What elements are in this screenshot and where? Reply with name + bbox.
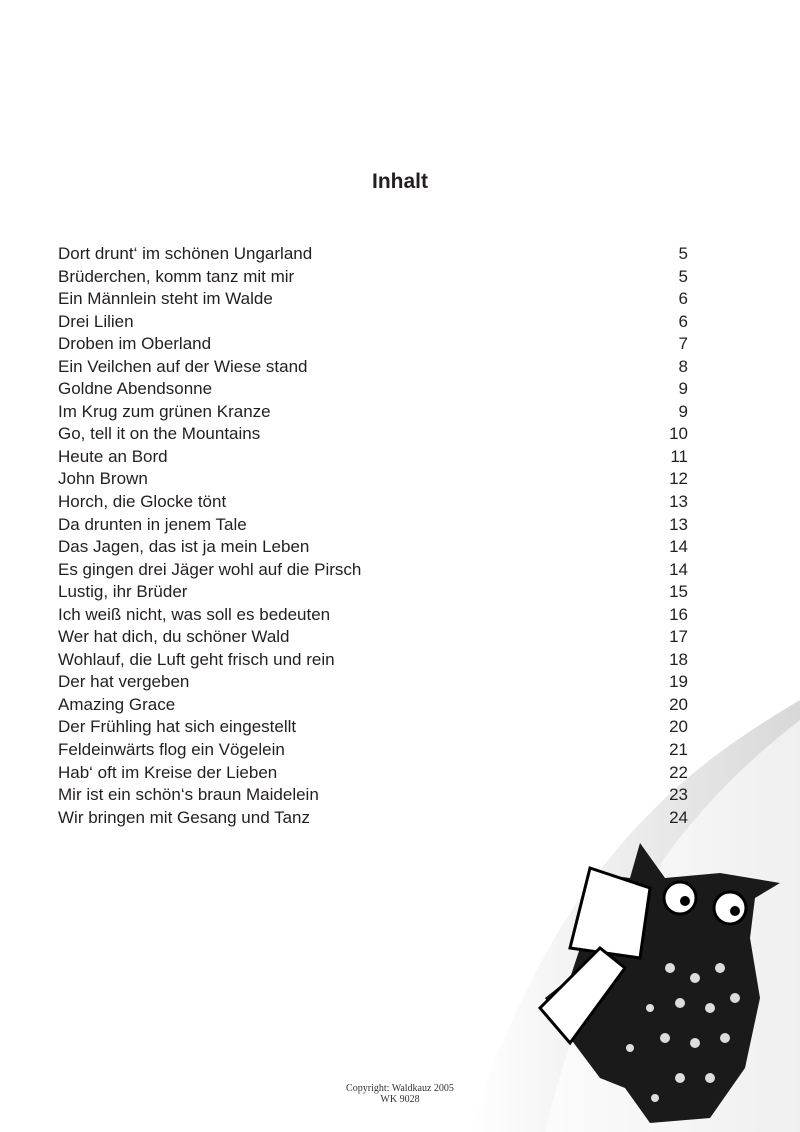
toc-entry — [58, 333, 688, 356]
toc-entry — [58, 739, 688, 762]
toc-entry-page: 13 — [669, 492, 688, 512]
toc-entry — [58, 378, 688, 401]
toc-entry — [58, 468, 688, 491]
toc-entry — [58, 784, 688, 807]
toc-entry-page: 14 — [669, 537, 688, 557]
toc-entry-page: 5 — [678, 266, 688, 286]
toc-entry-title: Wohlauf, die Luft geht frisch und rein — [58, 649, 335, 669]
toc-entry-title: Droben im Oberland — [58, 334, 212, 354]
toc-entry-page: 6 — [678, 311, 688, 331]
toc-entry-page: 20 — [669, 717, 688, 737]
toc-entry-title: Drei Lilien — [58, 311, 134, 331]
toc-entry — [58, 536, 688, 559]
toc-entry — [58, 423, 688, 446]
toc-entry-title: Ein Männlein steht im Walde — [58, 289, 273, 309]
toc-entry-page: 12 — [669, 469, 688, 489]
toc-entry-title: Da drunten in jenem Tale — [58, 514, 247, 534]
toc-entry-page: 16 — [669, 604, 688, 624]
toc-entry-page: 21 — [669, 740, 688, 760]
toc-entry — [58, 716, 688, 739]
toc-entry — [58, 446, 688, 469]
toc-entry-title: Brüderchen, komm tanz mit mir — [58, 266, 295, 286]
toc-entry — [58, 581, 688, 604]
toc-entry — [58, 626, 688, 649]
toc-entry — [58, 559, 688, 582]
toc-entry — [58, 266, 688, 289]
toc-entry-page: 19 — [669, 672, 688, 692]
toc-entry-page: 7 — [678, 334, 688, 354]
toc-entry-title: Go, tell it on the Mountains — [58, 424, 261, 444]
toc-entry-page: 18 — [669, 649, 688, 669]
table-of-contents — [58, 243, 688, 829]
toc-entry-page: 8 — [678, 356, 688, 376]
toc-entry — [58, 401, 688, 424]
toc-entry-page: 11 — [670, 446, 688, 466]
catalog-code: WK 9028 — [380, 1094, 420, 1105]
toc-entry-title: Mir ist ein schön‘s braun Maidelein — [58, 785, 319, 805]
toc-entry-title: Ein Veilchen auf der Wiese stand — [58, 356, 308, 376]
toc-entry — [58, 694, 688, 717]
toc-entry-title: Goldne Abendsonne — [58, 379, 213, 399]
toc-entry — [58, 604, 688, 627]
toc-entry-page: 23 — [669, 785, 688, 805]
toc-entry-page: 6 — [678, 289, 688, 309]
toc-entry-title: Der Frühling hat sich eingestellt — [58, 717, 297, 737]
toc-entry-page: 24 — [669, 807, 688, 827]
toc-entry-title: Lustig, ihr Brüder — [58, 582, 188, 602]
toc-entry — [58, 491, 688, 514]
toc-entry-title: Das Jagen, das ist ja mein Leben — [58, 537, 310, 557]
toc-entry — [58, 671, 688, 694]
toc-entry-title: Wer hat dich, du schöner Wald — [58, 627, 290, 647]
toc-entry-title: Feldeinwärts flog ein Vögelein — [58, 740, 285, 760]
toc-entry-page: 10 — [669, 424, 688, 444]
toc-entry-title: Ich weiß nicht, was soll es bedeuten — [58, 604, 331, 624]
copyright-text: Copyright: Waldkauz 2005 — [346, 1083, 454, 1094]
toc-entry — [58, 288, 688, 311]
footer — [0, 1083, 800, 1105]
toc-entry-page: 20 — [669, 694, 688, 714]
toc-entry-title: Horch, die Glocke tönt — [58, 492, 227, 512]
toc-entry — [58, 243, 688, 266]
toc-entry-title: Heute an Bord — [58, 446, 168, 466]
toc-entry-title: Hab‘ oft im Kreise der Lieben — [58, 762, 278, 782]
toc-entry — [58, 649, 688, 672]
toc-entry-page: 9 — [678, 401, 688, 421]
toc-entry — [58, 514, 688, 537]
page-title: Inhalt — [372, 170, 428, 193]
toc-entry-title: Es gingen drei Jäger wohl auf die Pirsch — [58, 559, 362, 579]
toc-entry-title: John Brown — [58, 469, 148, 489]
toc-entry-page: 9 — [678, 379, 688, 399]
toc-entry-page: 13 — [669, 514, 688, 534]
toc-entry — [58, 807, 688, 830]
toc-entry-page: 17 — [669, 627, 688, 647]
toc-entry — [58, 311, 688, 334]
toc-entry-page: 15 — [669, 582, 688, 602]
toc-entry-page: 5 — [678, 244, 688, 263]
toc-entry — [58, 762, 688, 785]
toc-entry-title: Der hat vergeben — [58, 672, 190, 692]
toc-entry-title: Wir bringen mit Gesang und Tanz — [58, 807, 310, 827]
toc-entry-title: Im Krug zum grünen Kranze — [58, 401, 271, 421]
toc-entry-page: 22 — [669, 762, 688, 782]
toc-entry — [58, 356, 688, 379]
toc-entry-title: Dort drunt‘ im schönen Ungarland — [58, 244, 313, 263]
toc-entry-page: 14 — [669, 559, 688, 579]
toc-entry-title: Amazing Grace — [58, 694, 176, 714]
